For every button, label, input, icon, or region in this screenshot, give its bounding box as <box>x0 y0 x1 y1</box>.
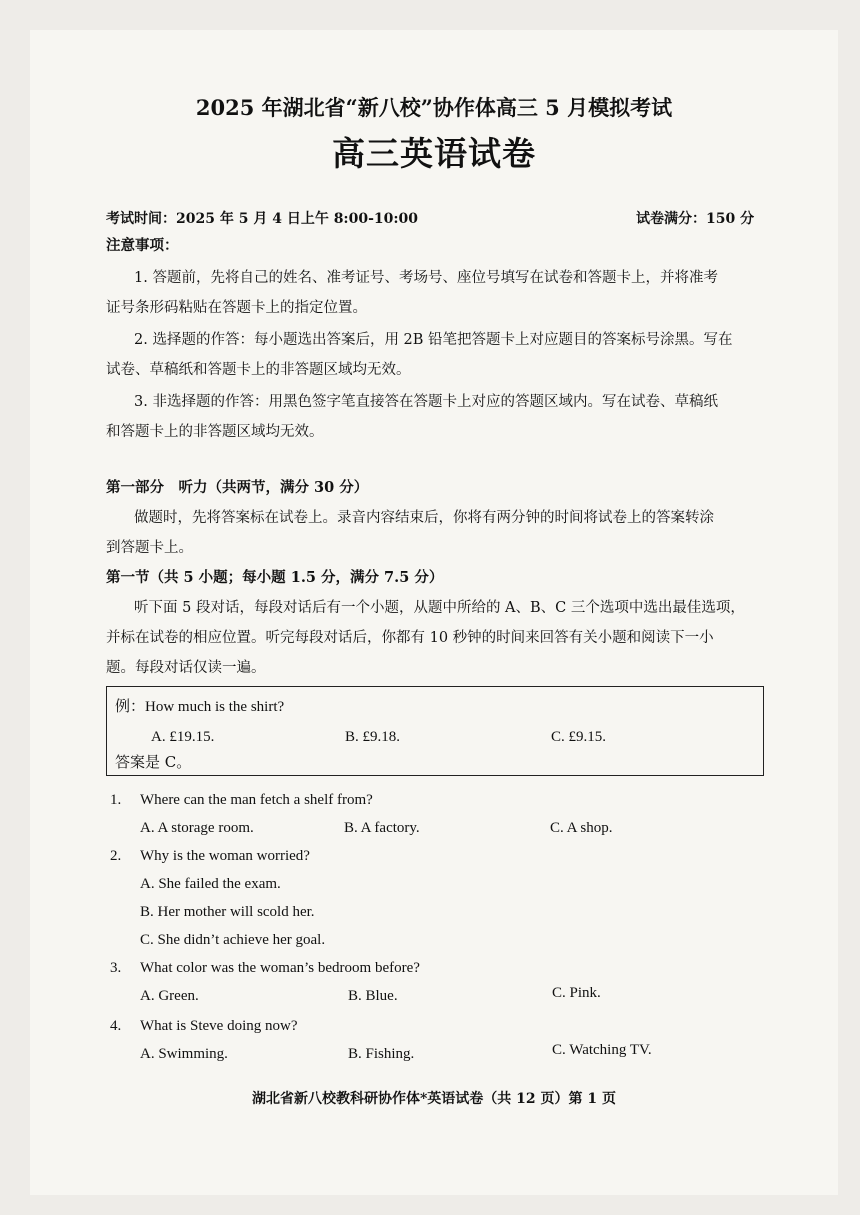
question-3-option-a: A. Green. <box>140 988 199 1004</box>
question-4-option-a: A. Swimming. <box>140 1046 228 1062</box>
notice-item-1-line-2: 证号条形码粘贴在答题卡上的指定位置。 <box>106 300 367 316</box>
part1-instruction-line-1: 做题时，先将答案标在试卷上。录音内容结束后，你将有两分钟的时间将试卷上的答案转涂 <box>134 510 714 526</box>
question-text: What color was the woman’s bedroom before? <box>140 960 420 976</box>
example-box <box>106 686 764 776</box>
exam-page <box>30 30 838 1195</box>
example-answer: 答案是 C。 <box>115 753 192 771</box>
part1-instruction-line-2: 到答题卡上。 <box>106 540 193 556</box>
section1-heading: 第一节（共 5 小题；每小题 1.5 分，满分 7.5 分） <box>106 569 444 586</box>
question-2-option-a: A. She failed the exam. <box>140 876 281 892</box>
question-1-option-a: A. A storage room. <box>140 820 254 836</box>
question-number: 2. <box>110 848 122 864</box>
example-option-c: C. £9.15. <box>551 729 607 745</box>
question-text: What is Steve doing now? <box>140 1018 298 1034</box>
notice-item-1-line-1: 1. 答题前，先将自己的姓名、准考证号、考场号、座位号填写在试卷和答题卡上，并将准考 <box>134 270 718 286</box>
question-1-option-c: C. A shop. <box>550 820 613 836</box>
exam-time: 考试时间：2025 年 5 月 4 日上午 8:00-10:00 <box>106 211 419 227</box>
question-4-option-b: B. Fishing. <box>348 1046 415 1062</box>
page-footer: 湖北省新八校教科研协作体*英语试卷（共 12 页）第 1 页 <box>251 1091 617 1107</box>
notice-item-2-line-2: 试卷、草稿纸和答题卡上的非答题区域均无效。 <box>106 362 411 378</box>
notice-item-3-line-1: 3. 非选择题的作答：用黑色签字笔直接答在答题卡上对应的答题区域内。写在试卷、草稿纸 <box>134 394 718 410</box>
section1-instruction-line-1: 听下面 5 段对话，每段对话后有一个小题，从题中所给的 A、B、C 三个选项中选出最佳选项， <box>134 600 745 616</box>
question-number: 1. <box>110 792 122 808</box>
example-option-b: B. £9.18. <box>345 729 401 745</box>
full-score: 试卷满分：150 分 <box>636 211 755 227</box>
question-text: Why is the woman worried? <box>140 848 310 864</box>
notice-item-3-line-2: 和答题卡上的非答题区域均无效。 <box>106 424 324 440</box>
exam-subtitle: 高三英语试卷 <box>332 134 536 173</box>
question-number: 3. <box>110 960 122 976</box>
part1-heading: 第一部分 听力（共两节，满分 30 分） <box>106 479 369 496</box>
exam-title: 2025 年湖北省“新八校”协作体高三 5 月模拟考试 <box>195 95 673 120</box>
section1-instruction-line-2: 并标在试卷的相应位置。听完每段对话后，你都有 10 秒钟的时间来回答有关小题和阅读下一小 <box>106 630 714 646</box>
notice-item-2-line-1: 2. 选择题的作答：每小题选出答案后，用 2B 铅笔把答题卡上对应题目的答案标号涂黑。写在 <box>134 332 733 348</box>
example-option-a: A. £19.15. <box>151 729 215 745</box>
notice-heading: 注意事项： <box>106 237 179 254</box>
question-2-option-b: B. Her mother will scold her. <box>140 904 315 920</box>
question-text: Where can the man fetch a shelf from? <box>140 792 373 808</box>
question-3-option-b: B. Blue. <box>348 988 398 1004</box>
question-3-option-c: C. Pink. <box>552 985 601 1001</box>
question-4-option-c: C. Watching TV. <box>552 1042 652 1058</box>
question-number: 4. <box>110 1018 122 1034</box>
example-question: 例：How much is the shirt? <box>115 699 285 715</box>
question-1-option-b: B. A factory. <box>344 820 420 836</box>
section1-instruction-line-3: 题。每段对话仅读一遍。 <box>106 660 266 676</box>
question-2-option-c: C. She didn’t achieve her goal. <box>140 932 326 948</box>
